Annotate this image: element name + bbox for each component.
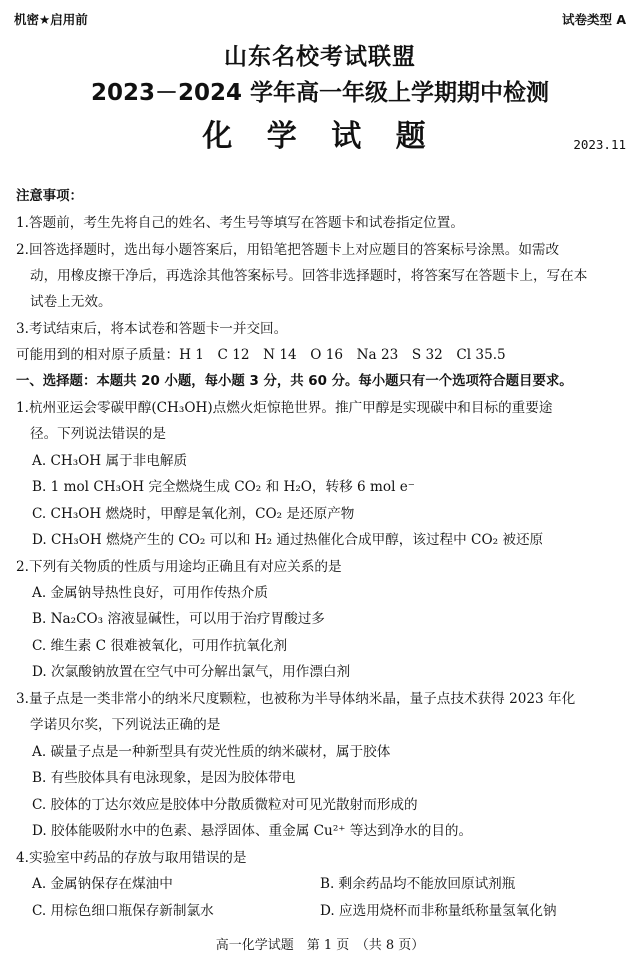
q1-option-a: A. CH₃OH 属于非电解质 — [32, 453, 188, 469]
q2-option-b: B. Na₂CO₃ 溶液显碱性，可以用于治疗胃酸过多 — [32, 611, 325, 627]
q1-stem-line-2: 径。下列说法错误的是 — [30, 426, 166, 442]
q4-option-b: B. 剩余药品均不能放回原试剂瓶 — [320, 876, 516, 892]
q1-stem-line-1: 1.杭州亚运会零碳甲醇(CH₃OH)点燃火炬惊艳世界。推广甲醇是实现碳中和目标的重要途 — [16, 400, 553, 416]
notice-item-1: 1.答题前，考生先将自己的姓名、考生号等填写在答题卡和试卷指定位置。 — [16, 215, 464, 231]
notice-item-3: 3.考试结束后，将本试卷和答题卡一并交回。 — [16, 321, 288, 337]
organization-title: 山东名校考试联盟 — [224, 44, 416, 70]
q2-stem: 2.下列有关物质的性质与用途均正确且有对应关系的是 — [16, 559, 342, 575]
q2-option-d: D. 次氯酸钠放置在空气中可分解出氯气，用作漂白剂 — [32, 664, 351, 680]
subject-title: 化 学 试 题 — [202, 119, 438, 154]
q3-option-d: D. 胶体能吸附水中的色素、悬浮固体、重金属 Cu²⁺ 等达到净水的目的。 — [32, 823, 473, 839]
q2-option-c: C. 维生素 C 很难被氧化，可用作抗氧化剂 — [32, 638, 288, 654]
atomic-masses: 可能用到的相对原子质量：H 1 C 12 N 14 O 16 Na 23 S 32 Cl 35.5 — [16, 347, 506, 363]
notice-title: 注意事项： — [16, 189, 83, 204]
secret-label: 机密★启用前 — [14, 12, 88, 27]
q3-option-c: C. 胶体的丁达尔效应是胶体中分散质微粒对可见光散射而形成的 — [32, 797, 418, 813]
q4-option-d: D. 应选用烧杯而非称量纸称量氢氧化钠 — [320, 903, 557, 919]
q4-stem: 4.实验室中药品的存放与取用错误的是 — [16, 850, 247, 866]
exam-title: 2023－2024 学年高一年级上学期期中检测 — [90, 80, 550, 106]
notice-item-2-line-3: 试卷上无效。 — [30, 294, 112, 310]
q3-option-a: A. 碳量子点是一种新型具有荧光性质的纳米碳材，属于胶体 — [32, 744, 391, 760]
q2-option-a: A. 金属钠导热性良好，可用作传热介质 — [32, 585, 268, 601]
q4-option-a: A. 金属钠保存在煤油中 — [32, 876, 173, 892]
q1-option-d: D. CH₃OH 燃烧产生的 CO₂ 可以和 H₂ 通过热催化合成甲醇，该过程中 CO₂ 被还原 — [32, 532, 544, 548]
q3-stem-line-1: 3.量子点是一类非常小的纳米尺度颗粒，也被称为半导体纳米晶，量子点技术获得 2023 年化 — [16, 691, 576, 707]
page-footer: 高一化学试题 第 1 页 （共 8 页） — [215, 938, 425, 953]
notice-item-2-line-2: 动，用橡皮擦干净后，再选涂其他答案标号。回答非选择题时，将答案写在答题卡上，写在本 — [30, 268, 588, 284]
q3-stem-line-2: 学诺贝尔奖，下列说法正确的是 — [30, 717, 221, 733]
q1-option-b: B. 1 mol CH₃OH 完全燃烧生成 CO₂ 和 H₂O，转移 6 mol e⁻ — [32, 479, 415, 495]
q4-option-c: C. 用棕色细口瓶保存新制氯水 — [32, 903, 214, 919]
q3-option-b: B. 有些胶体具有电泳现象，是因为胶体带电 — [32, 770, 296, 786]
q1-option-c: C. CH₃OH 燃烧时，甲醇是氧化剂，CO₂ 是还原产物 — [32, 506, 355, 522]
notice-item-2-line-1: 2.回答选择题时，选出每小题答案后，用铅笔把答题卡上对应题目的答案标号涂黑。如需改 — [16, 242, 560, 258]
exam-date: 2023.11 — [573, 137, 626, 152]
paper-type-label: 试卷类型 A — [561, 12, 626, 27]
section-1-heading: 一、选择题：本题共 20 小题，每小题 3 分，共 60 分。每小题只有一个选项符合题目要求。 — [16, 374, 573, 389]
